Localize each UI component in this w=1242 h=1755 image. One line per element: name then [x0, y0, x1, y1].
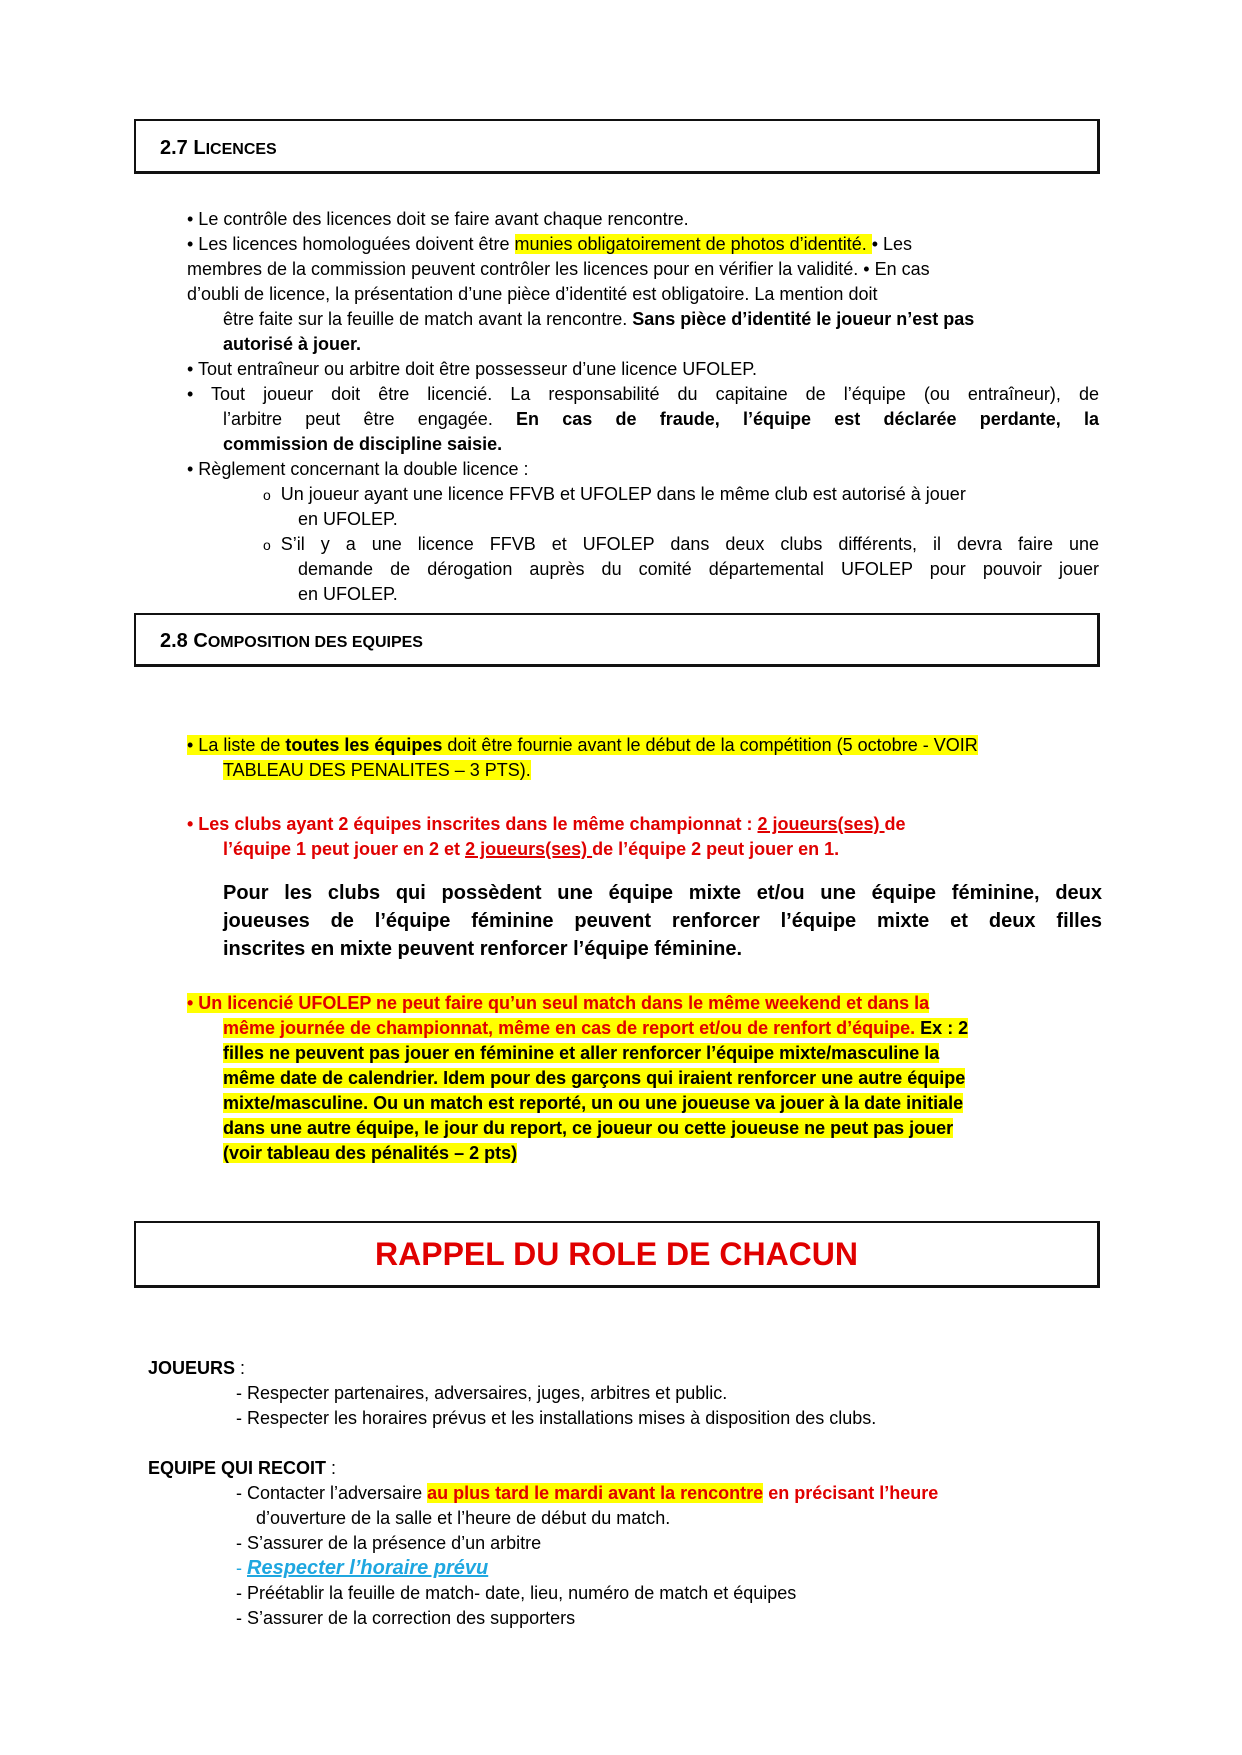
- team-list-line-2: TABLEAU DES PENALITES – 3 PTS).: [223, 760, 531, 780]
- mixed-line-3: inscrites en mixte peuvent renforcer l’équipe féminine.: [223, 938, 743, 960]
- equipe-item-supporters: - S’assurer de la correction des supporters: [236, 1608, 576, 1628]
- sub-bullet-icon: o: [263, 487, 271, 503]
- equipe-item-contact: - Contacter l’adversaire au plus tard le mardi avant la rencontre en précisant l’heure: [236, 1483, 939, 1503]
- double-licence-item-2: o S’il y a une licence FFVB et UFOLEP dans deux clubs différents, il devra faire une: [263, 534, 1099, 554]
- double-licence-item-2-cont: demande de dérogation auprès du comité départemental UFOLEP pour pouvoir jouer: [298, 559, 1099, 579]
- licence-line-4: d’oubli de licence, la présentation d’une pièce d’identité est obligatoire. La mention doit: [187, 284, 878, 304]
- section-2-8-title: 2.8 COMPOSITION DES EQUIPES: [160, 630, 423, 652]
- mixed-line-2: joueuses de l’équipe féminine peuvent renforcer l’équipe mixte et deux filles: [223, 910, 1102, 932]
- section-2-7-header: [134, 119, 1100, 174]
- joueurs-heading: JOUEURS :: [148, 1358, 246, 1378]
- rappel-title: RAPPEL DU ROLE DE CHACUN: [375, 1236, 858, 1272]
- double-licence-item-1-cont: en UFOLEP.: [298, 509, 398, 529]
- double-licence-item-1: o Un joueur ayant une licence FFVB et UFOLEP dans le même club est autorisé à jouer: [263, 484, 966, 504]
- licence-line-5: être faite sur la feuille de match avant la rencontre. Sans pièce d’identité le joueur n’est pas: [223, 309, 975, 329]
- equipe-item-contact-cont: d’ouverture de la salle et l’heure de début du match.: [256, 1508, 671, 1528]
- section-2-8-header: [134, 613, 1100, 667]
- mixed-line-1: Pour les clubs qui possèdent une équipe mixte et/ou une équipe féminine, deux: [223, 882, 1102, 904]
- one-match-line-6: dans une autre équipe, le jour du report, ce joueur ou cette joueuse ne peut pas jouer: [223, 1118, 954, 1138]
- equipe-item-horaire: - Respecter l’horaire prévu: [236, 1557, 489, 1579]
- two-teams-rule: [187, 812, 1102, 862]
- team-list-rule: [187, 733, 1102, 783]
- sub-bullet-icon: o: [263, 537, 271, 553]
- team-list-line-1: • La liste de toutes les équipes doit être fournie avant le début de la compétition (5 octobre - VOIR: [187, 735, 978, 755]
- joueurs-item: - Respecter partenaires, adversaires, juges, arbitres et public.: [236, 1383, 728, 1403]
- mixed-feminine-rule: [223, 879, 1102, 963]
- equipe-heading: EQUIPE QUI RECOIT :: [148, 1458, 337, 1478]
- licence-line-7: • Tout entraîneur ou arbitre doit être possesseur d’une licence UFOLEP.: [187, 359, 757, 379]
- licence-line-9: l’arbitre peut être engagée. En cas de fraude, l’équipe est déclarée perdante, la: [223, 409, 1099, 429]
- equipe-item-feuille: - Préétablir la feuille de match- date, lieu, numéro de match et équipes: [236, 1583, 797, 1603]
- licence-line-11: • Règlement concernant la double licence :: [187, 459, 529, 479]
- one-match-line-2: même journée de championnat, même en cas de report et/ou de renfort d’équipe. Ex : 2: [223, 1018, 969, 1038]
- horaire-link: Respecter l’horaire prévu: [247, 1557, 489, 1579]
- equipe-section: [148, 1456, 1098, 1631]
- licence-line-1: • Le contrôle des licences doit se faire avant chaque rencontre.: [187, 209, 689, 229]
- licence-line-6: autorisé à jouer.: [223, 334, 362, 354]
- licence-line-8: • Tout joueur doit être licencié. La responsabilité du capitaine de l’équipe (ou entraîneur), de: [187, 384, 1099, 404]
- licence-line-10: commission de discipline saisie.: [223, 434, 503, 454]
- two-teams-line-2: l’équipe 1 peut jouer en 2 et 2 joueurs(ses) de l’équipe 2 peut jouer en 1.: [223, 839, 840, 859]
- joueurs-item: - Respecter les horaires prévus et les installations mises à disposition des clubs.: [236, 1408, 877, 1428]
- highlight-photos: munies obligatoirement de photos d’identité.: [514, 234, 872, 254]
- section-2-7-title: 2.7 LICENCES: [160, 137, 277, 159]
- licence-line-3: membres de la commission peuvent contrôler les licences pour en vérifier la validité. • En cas: [187, 259, 930, 279]
- one-match-rule: [187, 991, 1102, 1166]
- one-match-line-4: même date de calendrier. Idem pour des garçons qui iraient renforcer une autre équipe: [223, 1068, 966, 1088]
- equipe-item-arbitre: - S’assurer de la présence d’un arbitre: [236, 1533, 542, 1553]
- one-match-line-5: mixte/masculine. Ou un match est reporté, un ou une joueuse va jouer à la date initiale: [223, 1093, 964, 1113]
- one-match-line-3: filles ne peuvent pas jouer en féminine et aller renforcer l’équipe mixte/masculine la: [223, 1043, 940, 1063]
- licence-line-2: • Les licences homologuées doivent être munies obligatoirement de photos d’identité. • Les: [187, 234, 913, 254]
- one-match-line-7: (voir tableau des pénalités – 2 pts): [223, 1143, 518, 1163]
- joueurs-section: [148, 1356, 1098, 1431]
- section-2-7-body: [187, 207, 1102, 607]
- one-match-line-1: • Un licencié UFOLEP ne peut faire qu’un seul match dans le même weekend et dans la: [187, 993, 930, 1013]
- double-licence-item-2-end: en UFOLEP.: [298, 584, 398, 604]
- rappel-header: [134, 1221, 1100, 1288]
- two-teams-line-1: • Les clubs ayant 2 équipes inscrites dans le même championnat : 2 joueurs(ses) de: [187, 814, 906, 834]
